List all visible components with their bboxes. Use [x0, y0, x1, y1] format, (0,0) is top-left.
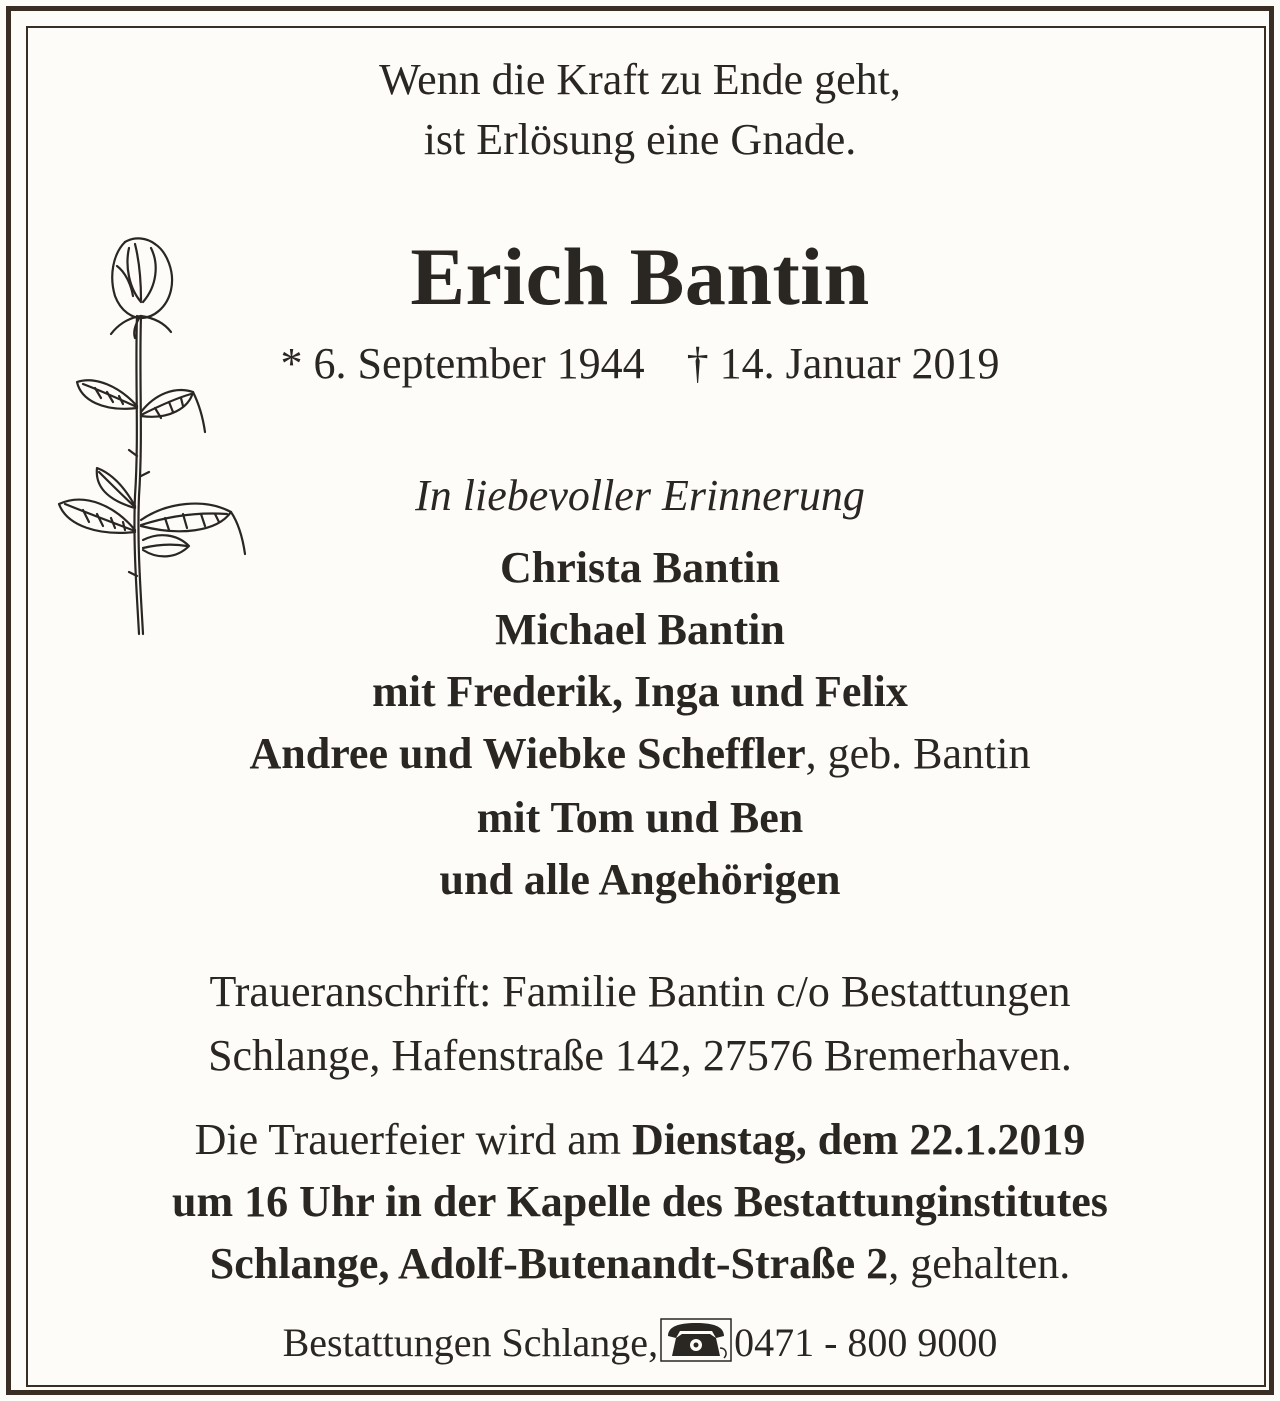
life-dates: [0, 339, 1280, 388]
address-line-2: Schlange, Hafenstraße 142, 27576 Bremerhaven.: [208, 1031, 1072, 1080]
mourner-line-4-suffix: , geb. Bantin: [805, 729, 1031, 778]
ceremony-line-2: [0, 1177, 1280, 1226]
footer-line: [0, 1318, 1280, 1369]
telephone-icon: [660, 1318, 732, 1369]
death-date: † 14. Januar 2019: [686, 339, 1000, 388]
mourner-line-5: mit Tom und Ben: [476, 793, 804, 842]
ceremony-date: Dienstag, dem 22.1.2019: [631, 1115, 1086, 1164]
mourner-line-2: Michael Bantin: [495, 605, 785, 654]
funeral-home-name: Bestattungen Schlange,: [282, 1320, 659, 1365]
ceremony-line-1: [0, 1115, 1280, 1164]
deceased-name: Erich Bantin: [410, 231, 870, 322]
ceremony-time-place: um 16 Uhr in der Kapelle des Bestattunginstitutes: [172, 1177, 1108, 1226]
ceremony-intro: Die Trauerfeier wird am: [194, 1115, 632, 1164]
quote-line-1: Wenn die Kraft zu Ende geht,: [379, 55, 901, 104]
mourner-line-4: [0, 729, 1280, 778]
phone-number: 0471 - 800 9000: [734, 1320, 998, 1365]
mourner-line-1: Christa Bantin: [500, 543, 780, 592]
birth-date: * 6. September 1944: [280, 339, 645, 388]
ceremony-line-3: [0, 1239, 1280, 1288]
ceremony-address: Schlange, Adolf-Butenandt-Straße 2: [209, 1239, 889, 1288]
memory-line: In liebevoller Erinnerung: [415, 471, 865, 520]
ceremony-outro: , gehalten.: [888, 1239, 1071, 1288]
mourner-line-3: mit Frederik, Inga und Felix: [372, 667, 908, 716]
address-line-1: Traueranschrift: Familie Bantin c/o Bestattungen: [209, 967, 1071, 1016]
mourner-line-4-names: Andree und Wiebke Scheffler: [249, 729, 806, 778]
mourner-line-6: und alle Angehörigen: [439, 855, 841, 904]
quote-line-2: ist Erlösung eine Gnade.: [423, 115, 857, 164]
